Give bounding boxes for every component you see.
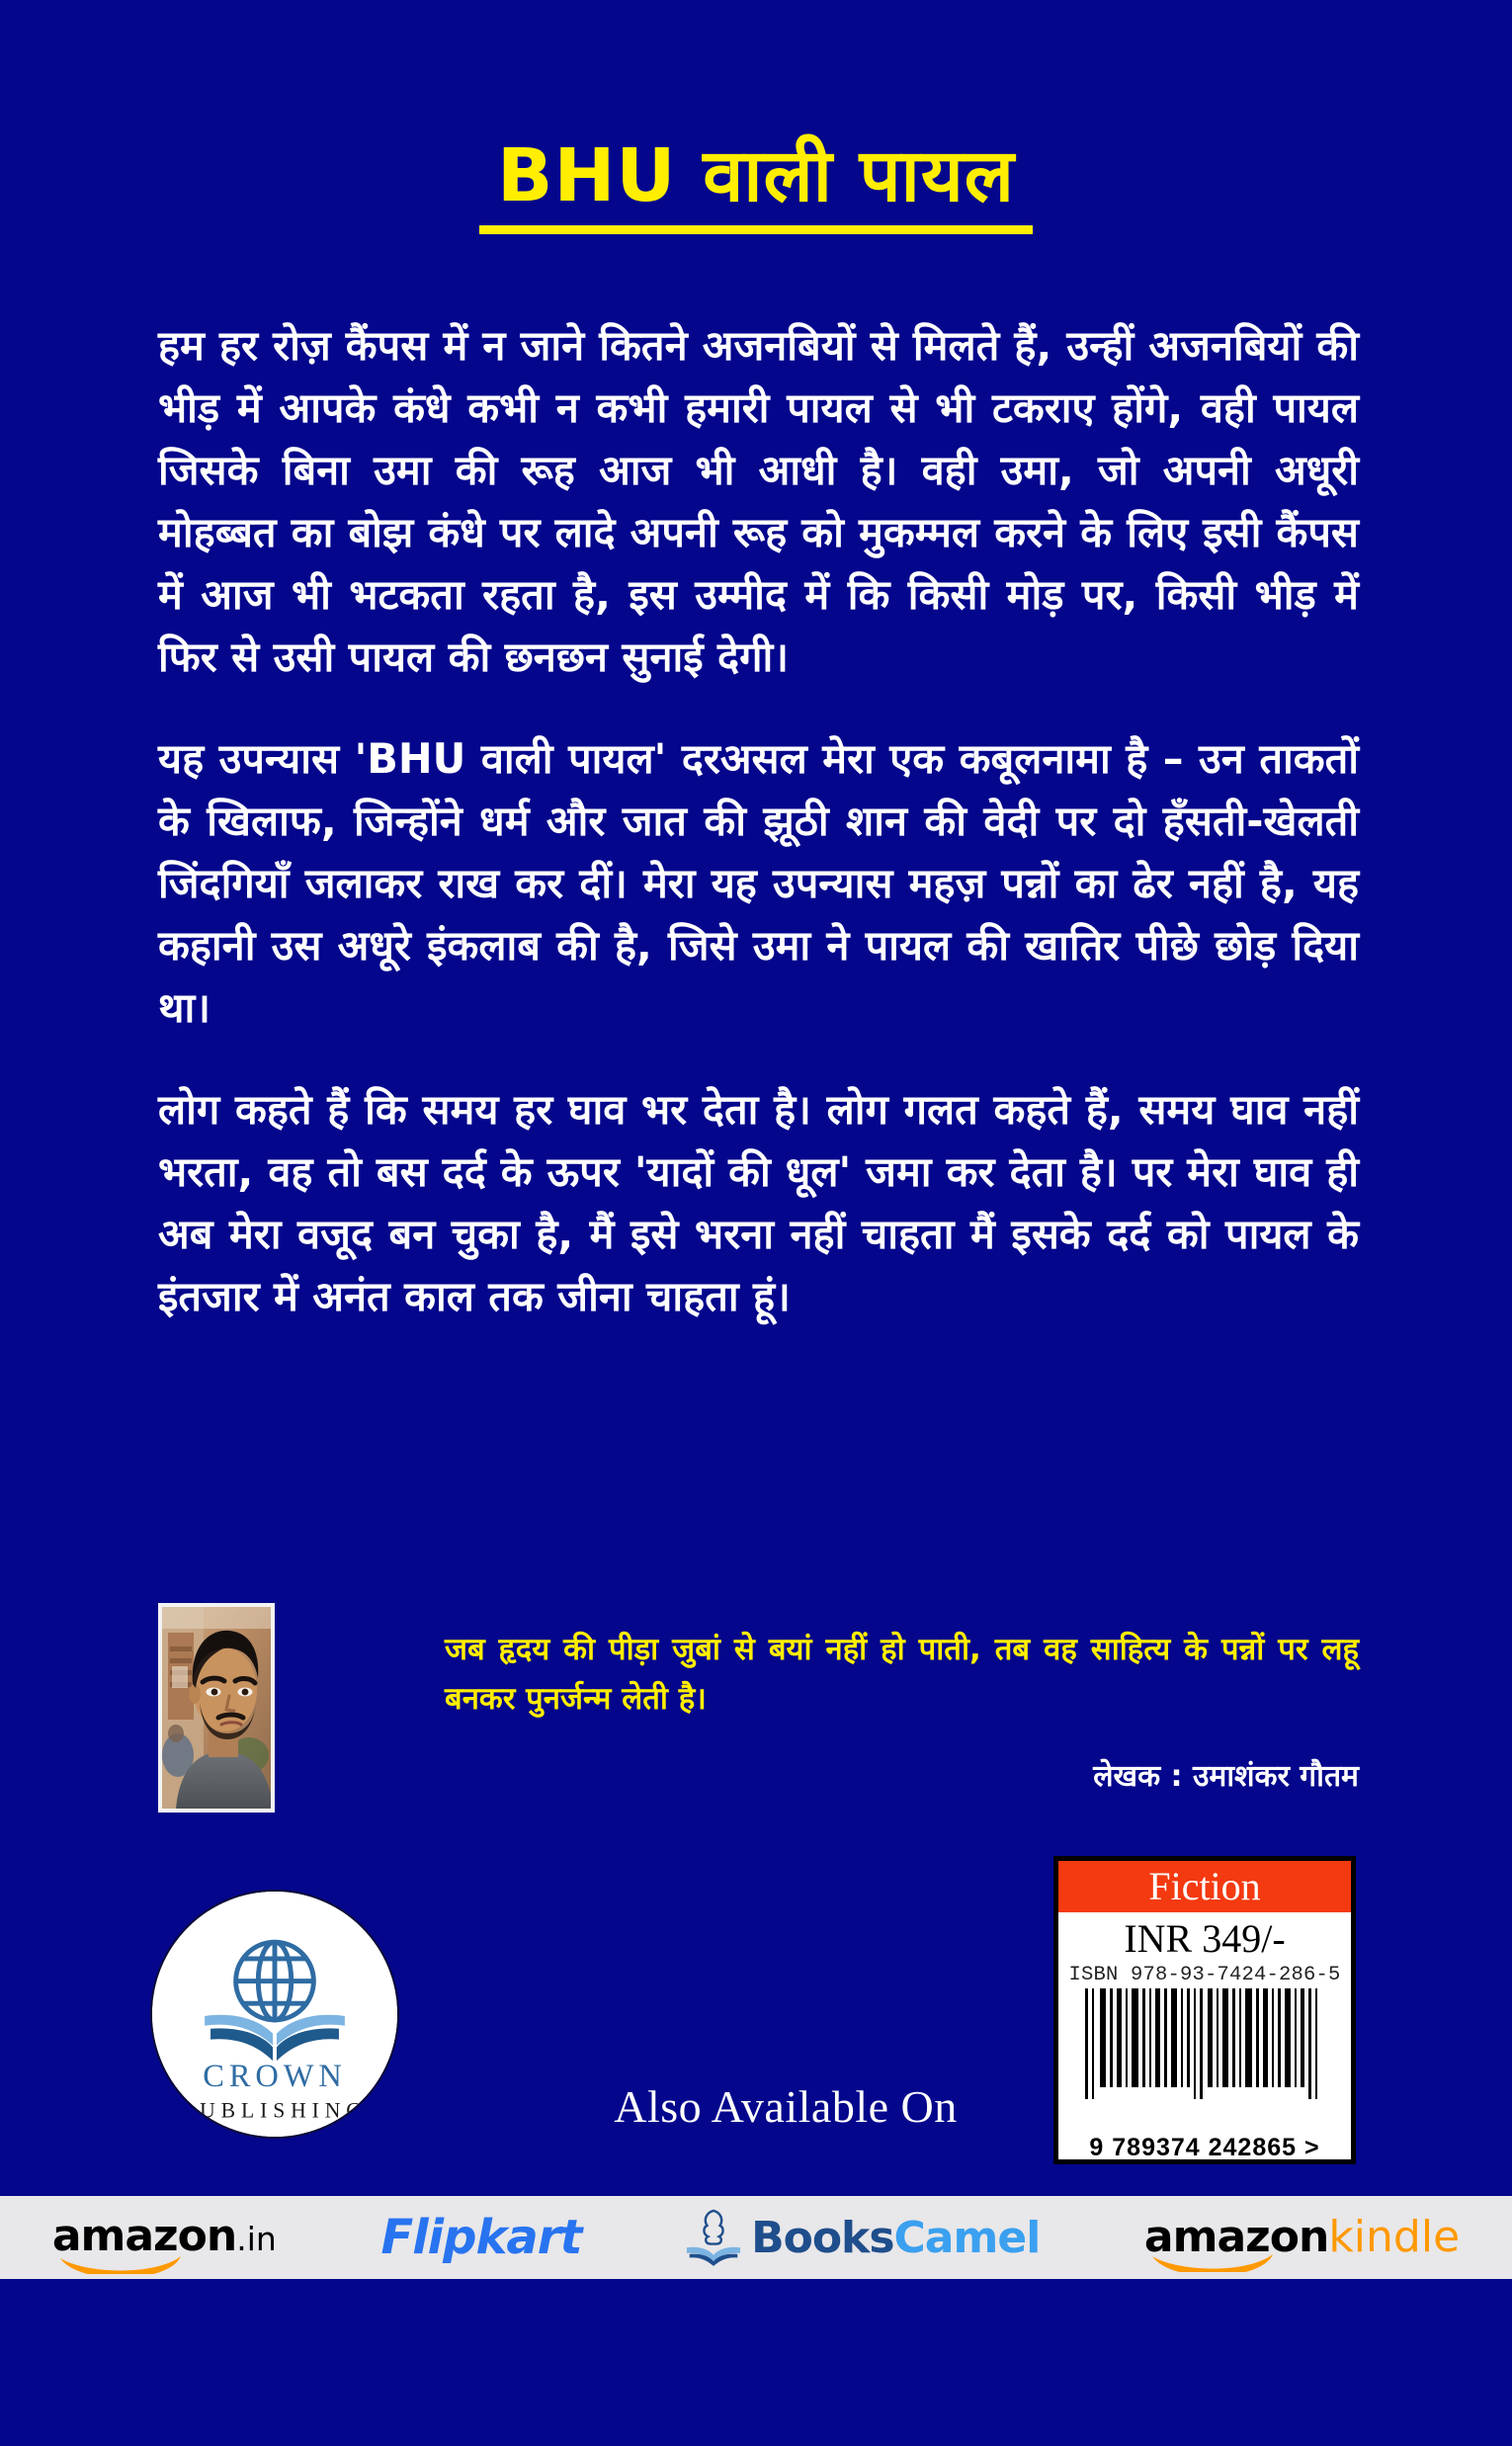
flipkart-logo: Flipkart [380, 2210, 582, 2265]
amazon-kindle-logo [1143, 2212, 1461, 2262]
publisher-name-primary: CROWN [203, 2058, 347, 2094]
also-available-label: Also Available On [614, 2081, 958, 2132]
author-credit: लेखक : उमाशंकर गौतम [1093, 1759, 1359, 1794]
amazon-kindle-smile-icon [1150, 2250, 1277, 2272]
amazon-smile-icon [58, 2252, 185, 2274]
blurb-container [158, 314, 1359, 1327]
page-title: BHU वाली पायल [479, 138, 1033, 234]
author-section [158, 1603, 1359, 1820]
book-title-container [0, 133, 1512, 234]
kindle-amazon-wordmark: amazon [1143, 2212, 1329, 2262]
blurb-paragraph-3: लोग कहते हैं कि समय हर घाव भर देता है। लोग गलत कहते हैं, समय घाव नहीं भरता, वह तो बस दर्द के ऊपर 'यादों की धूल' जमा कर देता है। पर मेरा घाव ही अब मेरा वजूद बन चुका है, मैं इसे भरना नहीं चाहता मैं इसके दर्द को पायल के इंतजार में अनंत काल तक जीना चाहता हूं। [158, 1085, 1359, 1320]
amazon-in-logo [51, 2210, 277, 2261]
retailer-bookscamel[interactable] [686, 2196, 1040, 2279]
retailer-amazon-kindle[interactable] [1144, 2196, 1460, 2279]
retailer-strip [0, 2196, 1512, 2279]
blurb-paragraph-2: यह उपन्यास 'BHU वाली पायल' दरअसल मेरा एक कबूलनामा है – उन ताकतों के खिलाफ, जिन्होंने धर्म और जात की झूठी शान की वेदी पर दो हँसती-खेलती जिंदगियाँ जलाकर राख कर दीं। मेरा यह उपन्यास महज़ पन्नों का ढेर नहीं है, यह कहानी उस अधूरे इंकलाब की है, जिसे उमा ने पायल की खातिर पीछे छोड़ दिया था। [158, 734, 1359, 1032]
kindle-wordmark: kindle [1328, 2212, 1461, 2262]
also-available-heading [0, 2080, 1512, 2133]
price-label: INR 349/- [1124, 1916, 1286, 1961]
barcode-digits: 9 789374 242865 > [1089, 2134, 1320, 2161]
bookscamel-book-icon [686, 2209, 741, 2266]
retailer-amazon-in[interactable] [52, 2196, 277, 2279]
publisher-name-secondary: PUBLISHING [182, 2098, 368, 2123]
author-quote: जब हृदय की पीड़ा जुबां से बयां नहीं हो पाती, तब वह साहित्य के पन्नों पर लहू बनकर पुनर्जन्म लेती है। [445, 1632, 1359, 1717]
blurb-paragraph-1: हम हर रोज़ कैंपस में न जाने कितने अजनबियों से मिलते हैं, उन्हीं अजनबियों की भीड़ में आपके कंधे कभी न कभी हमारी पायल से भी टकराए होंगे, वही पायल जिसके बिना उमा की रूह आज भी आधी है। वही उमा, जो अपनी अधूरी मोहब्बत का बोझ कंधे पर लादे अपनी रूह को मुकम्मल करने के लिए इसी कैंपस में आज भी भटकता रहता है, इस उम्मीद में कि किसी मोड़ पर, किसी भीड़ में फिर से उसी पायल की छनछन सुनाई देगी। [158, 321, 1359, 681]
retailer-flipkart[interactable] [380, 2196, 581, 2279]
bookscamel-word-dark: Books [751, 2212, 894, 2263]
bookscamel-word-light: Camel [893, 2212, 1041, 2263]
author-photo [158, 1603, 275, 1813]
isbn-label: ISBN 978-93-7424-286-5 [1068, 1964, 1341, 1986]
amazon-wordmark: amazon [51, 2210, 237, 2261]
genre-badge: Fiction [1058, 1861, 1351, 1912]
amazon-tld: .in [236, 2219, 277, 2258]
globe-icon [236, 1942, 314, 2020]
author-portrait-image [162, 1607, 271, 1809]
